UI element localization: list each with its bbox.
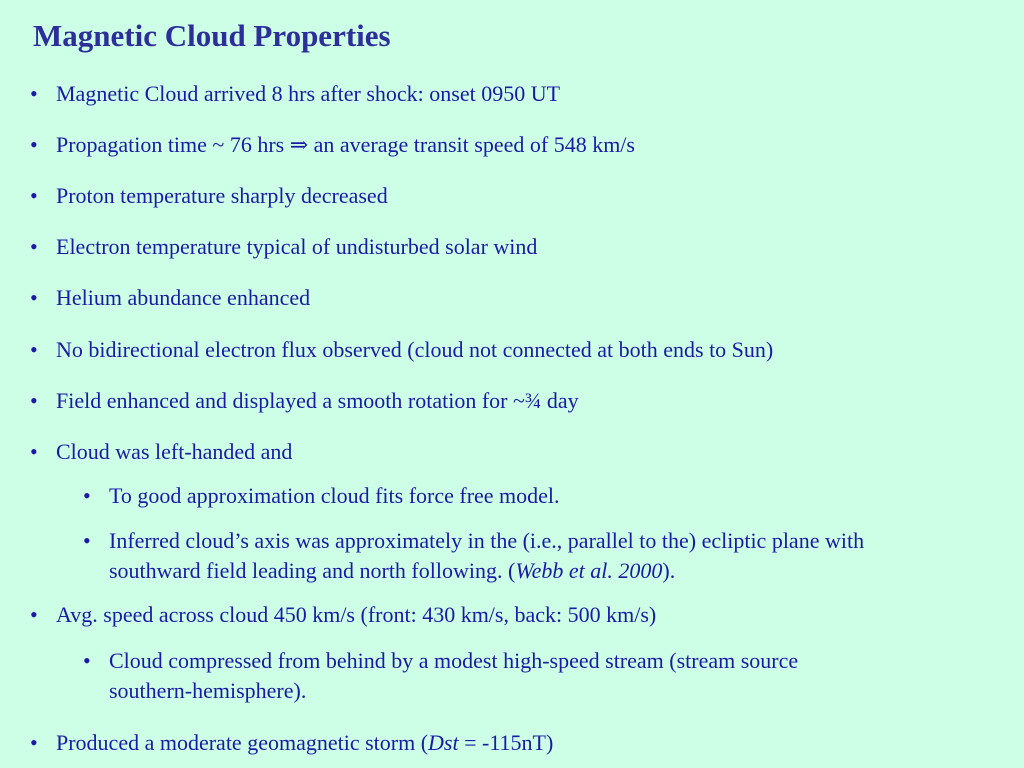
list-item-text-start: Produced a moderate geomagnetic storm ( <box>56 730 429 755</box>
list-item-text: Avg. speed across cloud 450 km/s (front: 430 km/s, back: 500 km/s) <box>56 602 657 627</box>
slide-title: Magnetic Cloud Properties <box>33 18 391 53</box>
list-item-text: To good approximation cloud fits force free model. <box>109 483 560 508</box>
bullet-dot: • <box>30 388 38 413</box>
list-item-text: No bidirectional electron flux observed (cloud not connected at both ends to Sun) <box>56 337 774 362</box>
list-item-text <box>109 526 864 586</box>
list-item-line: southern-hemisphere). <box>109 678 307 703</box>
list-item-text: Propagation time ~ 76 hrs ⇒ an average transit speed of 548 km/s <box>56 132 635 157</box>
list-item-text: Proton temperature sharply decreased <box>56 183 388 208</box>
list-item-line-end: ). <box>662 558 676 583</box>
list-item-line-start: southward field leading and north following. ( <box>109 558 516 583</box>
bullet-dot: • <box>30 81 38 106</box>
bullet-dot: • <box>30 285 38 310</box>
bullet-dot: • <box>83 528 91 553</box>
bullet-dot: • <box>30 337 38 362</box>
bullet-dot: • <box>30 439 38 464</box>
list-item-text: Magnetic Cloud arrived 8 hrs after shock: onset 0950 UT <box>56 81 561 106</box>
list-item-text: Field enhanced and displayed a smooth rotation for ~¾ day <box>56 388 579 413</box>
list-item-text <box>109 646 798 706</box>
dst-symbol: Dst <box>428 730 459 755</box>
bullet-dot: • <box>30 183 38 208</box>
list-item-text: Cloud was left-handed and <box>56 439 293 464</box>
list-item-line: Cloud compressed from behind by a modest high-speed stream (stream source <box>109 648 799 673</box>
bullet-dot: • <box>30 602 38 627</box>
bullet-dot: • <box>83 648 91 673</box>
list-item-text-end: = -115nT) <box>458 730 554 755</box>
list-item-line: Inferred cloud’s axis was approximately in the (i.e., parallel to the) ecliptic plane with <box>109 528 865 553</box>
bullet-dot: • <box>30 730 38 755</box>
bullet-dot: • <box>83 483 91 508</box>
citation: Webb et al. 2000 <box>515 558 663 583</box>
list-item-text <box>56 728 553 758</box>
list-item-text: Electron temperature typical of undisturbed solar wind <box>56 234 538 259</box>
bullet-dot: • <box>30 234 38 259</box>
bullet-dot: • <box>30 132 38 157</box>
list-item-text: Helium abundance enhanced <box>56 285 311 310</box>
